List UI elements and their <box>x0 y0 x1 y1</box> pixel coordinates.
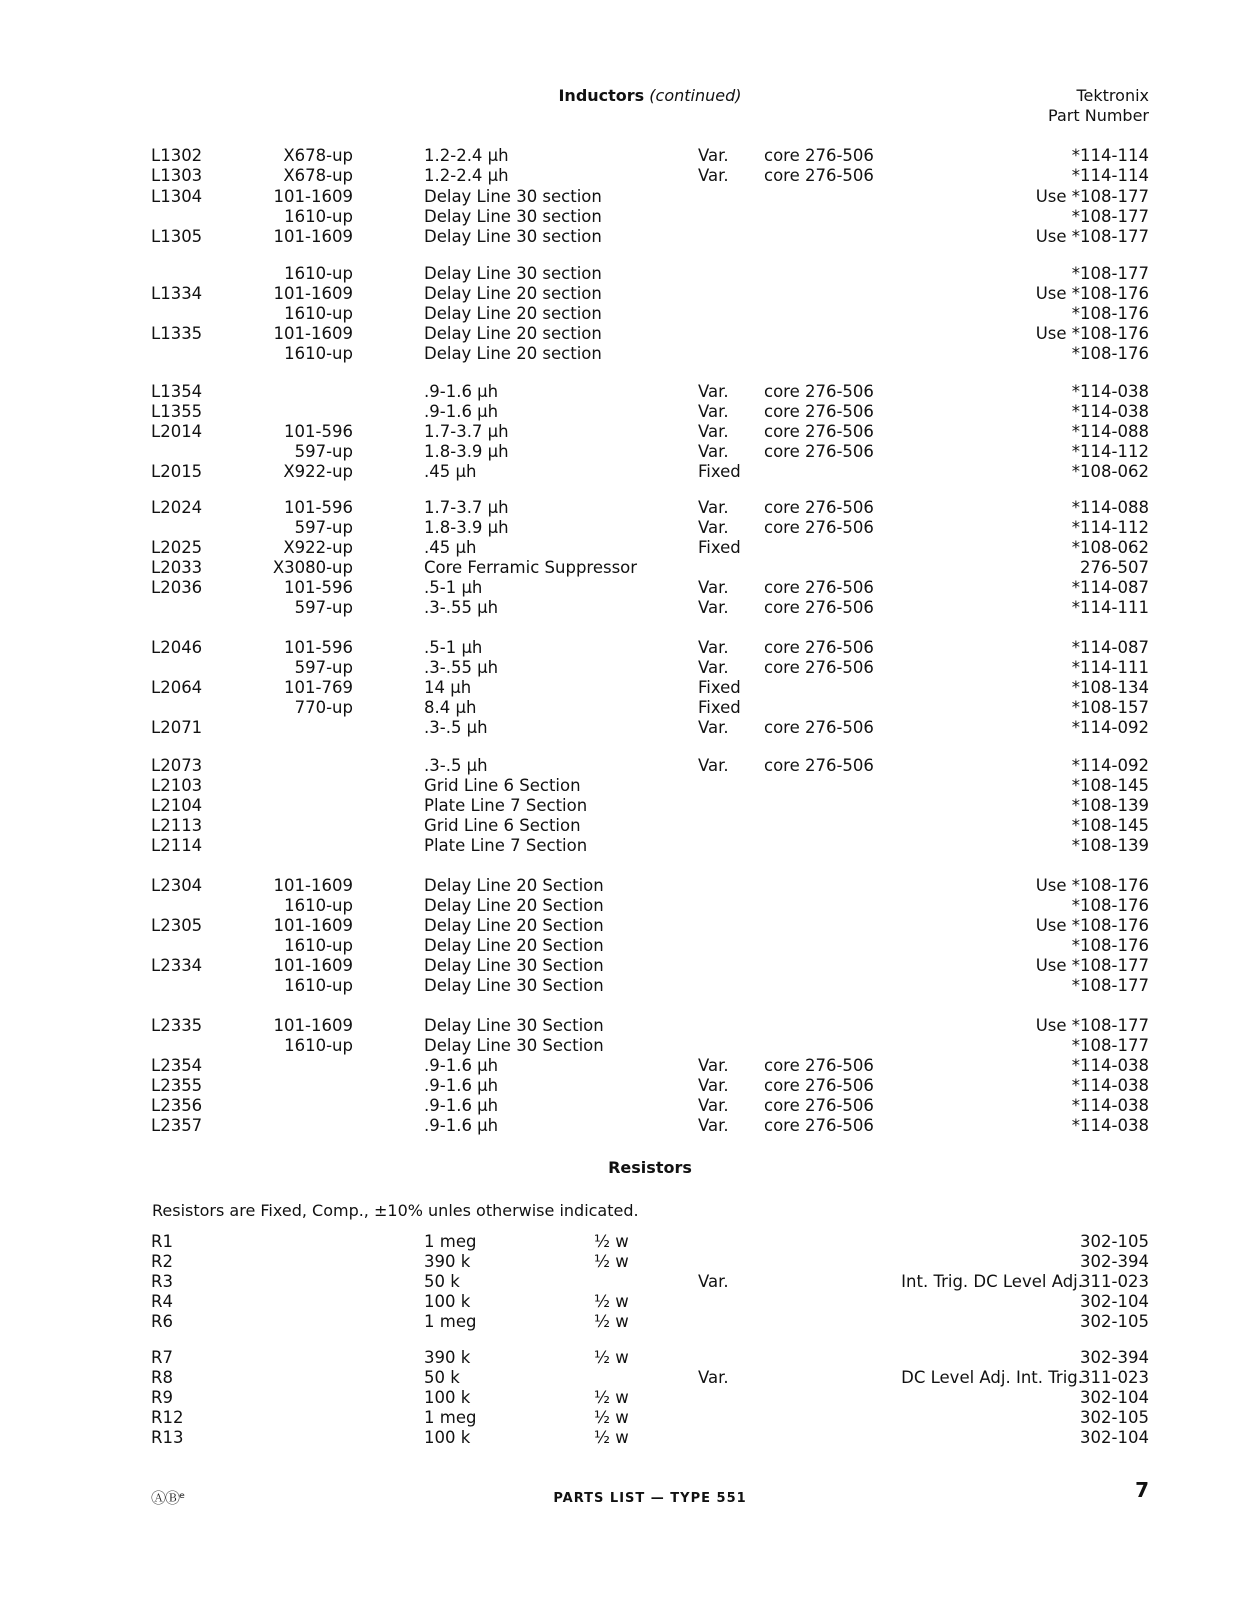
table-row <box>0 1056 1237 1076</box>
part-number: *114-088 <box>1071 422 1149 441</box>
heading-sub: (continued) <box>649 86 742 105</box>
serial-range: 597-up <box>294 518 353 537</box>
table-row <box>0 402 1237 422</box>
table-row <box>0 284 1237 304</box>
inductor-type: Var. <box>698 442 729 461</box>
circuit-number: L2356 <box>151 1096 203 1115</box>
serial-range: 101-1609 <box>273 916 353 935</box>
table-row <box>0 1076 1237 1096</box>
inductor-type: Var. <box>698 718 729 737</box>
table-row <box>0 658 1237 678</box>
serial-range: 770-up <box>294 698 353 717</box>
description: 14 µh <box>424 678 472 697</box>
part-number: 302-105 <box>1080 1232 1149 1251</box>
part-number: *108-176 <box>1071 936 1149 955</box>
table-row <box>0 1428 1237 1448</box>
serial-range: 597-up <box>294 598 353 617</box>
part-number: *114-114 <box>1071 166 1149 185</box>
part-number: *108-145 <box>1071 776 1149 795</box>
description: 1.7-3.7 µh <box>424 422 509 441</box>
description: .9-1.6 µh <box>424 1056 499 1075</box>
circuit-number: R1 <box>151 1232 173 1251</box>
table-row <box>0 836 1237 856</box>
page-number: 7 <box>1135 1478 1149 1502</box>
serial-range: X3080-up <box>272 558 353 577</box>
section-heading-resistors: Resistors <box>608 1158 692 1177</box>
circuit-number: L2073 <box>151 756 203 775</box>
circuit-number: R8 <box>151 1368 173 1387</box>
core-part: core 276-506 <box>764 756 874 775</box>
table-row <box>0 227 1237 247</box>
circuit-number: L1304 <box>151 187 203 206</box>
part-number: *114-038 <box>1071 382 1149 401</box>
description: .3-.55 µh <box>424 658 499 677</box>
description: .5-1 µh <box>424 638 483 657</box>
wattage: ½ w <box>594 1292 629 1311</box>
part-number: *108-176 <box>1071 304 1149 323</box>
core-part: core 276-506 <box>764 382 874 401</box>
part-number: Use *108-176 <box>1035 916 1149 935</box>
core-part: core 276-506 <box>764 518 874 537</box>
table-row <box>0 422 1237 442</box>
table-row <box>0 462 1237 482</box>
description: .9-1.6 µh <box>424 1096 499 1115</box>
table-row <box>0 1272 1237 1292</box>
part-number: *108-176 <box>1071 896 1149 915</box>
core-part: core 276-506 <box>764 498 874 517</box>
wattage: ½ w <box>594 1232 629 1251</box>
description: Delay Line 20 Section <box>424 916 604 935</box>
part-number: *114-111 <box>1071 598 1149 617</box>
part-number: *114-038 <box>1071 1076 1149 1095</box>
inductor-type: Var. <box>698 1056 729 1075</box>
part-number: *114-038 <box>1071 402 1149 421</box>
wattage: ½ w <box>594 1388 629 1407</box>
description: Delay Line 20 section <box>424 324 602 343</box>
core-part: core 276-506 <box>764 422 874 441</box>
inductor-type: Fixed <box>698 462 741 481</box>
core-part: core 276-506 <box>764 166 874 185</box>
inductor-type: Var. <box>698 1076 729 1095</box>
description: 1.2-2.4 µh <box>424 166 509 185</box>
circuit-number: R9 <box>151 1388 173 1407</box>
resistance-value: 390 k <box>424 1348 471 1367</box>
circuit-number: L2104 <box>151 796 203 815</box>
table-row <box>0 1116 1237 1136</box>
table-row <box>0 976 1237 996</box>
part-number: Use *108-177 <box>1035 187 1149 206</box>
part-number: 276-507 <box>1080 558 1149 577</box>
inductor-type: Var. <box>698 1096 729 1115</box>
part-number: 302-104 <box>1080 1428 1149 1447</box>
part-number: *108-177 <box>1071 264 1149 283</box>
serial-range: 1610-up <box>284 344 353 363</box>
circuit-number: R2 <box>151 1252 173 1271</box>
circuit-number: L2114 <box>151 836 203 855</box>
inductor-type: Var. <box>698 166 729 185</box>
table-row <box>0 598 1237 618</box>
table-row <box>0 718 1237 738</box>
table-row <box>0 1096 1237 1116</box>
wattage: ½ w <box>594 1252 629 1271</box>
part-number: *108-176 <box>1071 344 1149 363</box>
circuit-number: L1303 <box>151 166 203 185</box>
description: .9-1.6 µh <box>424 402 499 421</box>
serial-range: 1610-up <box>284 207 353 226</box>
description: Delay Line 30 section <box>424 187 602 206</box>
part-number: *108-134 <box>1071 678 1149 697</box>
core-part: core 276-506 <box>764 402 874 421</box>
serial-range: 101-1609 <box>273 876 353 895</box>
table-row <box>0 1016 1237 1036</box>
resistance-value: 100 k <box>424 1292 471 1311</box>
part-number: 302-105 <box>1080 1312 1149 1331</box>
table-row <box>0 956 1237 976</box>
inductor-type: Var. <box>698 658 729 677</box>
description: .9-1.6 µh <box>424 1116 499 1135</box>
inductor-type: Var. <box>698 598 729 617</box>
footer-title: PARTS LIST — TYPE 551 <box>553 1491 747 1506</box>
resistance-value: 100 k <box>424 1388 471 1407</box>
description: 1.8-3.9 µh <box>424 442 509 461</box>
serial-range: 597-up <box>294 658 353 677</box>
serial-range: 101-1609 <box>273 227 353 246</box>
description: Delay Line 20 section <box>424 344 602 363</box>
table-row <box>0 146 1237 166</box>
table-row <box>0 1388 1237 1408</box>
inductor-type: Fixed <box>698 538 741 557</box>
table-row <box>0 1348 1237 1368</box>
description: Delay Line 30 Section <box>424 1016 604 1035</box>
circuit-number: L2024 <box>151 498 203 517</box>
table-row <box>0 498 1237 518</box>
table-row <box>0 678 1237 698</box>
table-row <box>0 1252 1237 1272</box>
core-part: core 276-506 <box>764 146 874 165</box>
resistance-value: 1 meg <box>424 1408 477 1427</box>
circuit-number: L2354 <box>151 1056 203 1075</box>
part-number: *114-112 <box>1071 518 1149 537</box>
circuit-number: R4 <box>151 1292 173 1311</box>
description: Delay Line 20 Section <box>424 896 604 915</box>
circuit-number: R3 <box>151 1272 173 1291</box>
table-row <box>0 936 1237 956</box>
description: Delay Line 30 Section <box>424 956 604 975</box>
circuit-number: L2304 <box>151 876 203 895</box>
description: .45 µh <box>424 462 477 481</box>
serial-range: 597-up <box>294 442 353 461</box>
circuit-number: L1302 <box>151 146 203 165</box>
part-number: *108-139 <box>1071 836 1149 855</box>
description: Delay Line 20 section <box>424 304 602 323</box>
description: Plate Line 7 Section <box>424 836 588 855</box>
wattage: ½ w <box>594 1348 629 1367</box>
serial-range: 101-596 <box>284 638 353 657</box>
table-row <box>0 1036 1237 1056</box>
table-row <box>0 816 1237 836</box>
wattage: ½ w <box>594 1408 629 1427</box>
serial-range: X678-up <box>283 146 353 165</box>
table-row <box>0 264 1237 284</box>
part-number: *114-087 <box>1071 638 1149 657</box>
core-part: core 276-506 <box>764 1116 874 1135</box>
resistor-type: Var. <box>698 1368 729 1387</box>
table-row <box>0 1232 1237 1252</box>
serial-range: 1610-up <box>284 896 353 915</box>
core-part: core 276-506 <box>764 718 874 737</box>
table-row <box>0 796 1237 816</box>
circuit-number: L2046 <box>151 638 203 657</box>
table-row <box>0 776 1237 796</box>
table-row <box>0 638 1237 658</box>
circuit-number: L1305 <box>151 227 203 246</box>
inductor-type: Var. <box>698 1116 729 1135</box>
circuit-number: L1335 <box>151 324 203 343</box>
circuit-number: R12 <box>151 1408 184 1427</box>
table-row <box>0 166 1237 186</box>
table-row <box>0 698 1237 718</box>
circuit-number: L2036 <box>151 578 203 597</box>
table-row <box>0 518 1237 538</box>
circuit-number: L1334 <box>151 284 203 303</box>
function-label: Int. Trig. DC Level Adj. <box>901 1272 1083 1291</box>
inductor-type: Var. <box>698 498 729 517</box>
part-number: *108-157 <box>1071 698 1149 717</box>
heading-main: Inductors <box>558 86 645 105</box>
description: .9-1.6 µh <box>424 1076 499 1095</box>
core-part: core 276-506 <box>764 1096 874 1115</box>
circuit-number: R6 <box>151 1312 173 1331</box>
description: Delay Line 30 section <box>424 207 602 226</box>
wattage: ½ w <box>594 1428 629 1447</box>
serial-range: 101-596 <box>284 498 353 517</box>
inductor-type: Fixed <box>698 698 741 717</box>
description: 1.8-3.9 µh <box>424 518 509 537</box>
description: .3-.5 µh <box>424 756 488 775</box>
table-row <box>0 382 1237 402</box>
core-part: core 276-506 <box>764 1056 874 1075</box>
table-row <box>0 344 1237 364</box>
circuit-number: L2071 <box>151 718 203 737</box>
description: Delay Line 20 Section <box>424 876 604 895</box>
part-number: Use *108-177 <box>1035 1016 1149 1035</box>
part-number-column-label <box>1048 86 1149 126</box>
circuit-number: L2103 <box>151 776 203 795</box>
circuit-number: L2305 <box>151 916 203 935</box>
serial-range: X922-up <box>283 538 353 557</box>
part-number: Use *108-176 <box>1035 324 1149 343</box>
table-row <box>0 207 1237 227</box>
inductor-type: Var. <box>698 402 729 421</box>
part-number: *108-062 <box>1071 462 1149 481</box>
core-part: core 276-506 <box>764 578 874 597</box>
table-row <box>0 1368 1237 1388</box>
part-number: *114-038 <box>1071 1096 1149 1115</box>
serial-range: 1610-up <box>284 936 353 955</box>
resistor-note: Resistors are Fixed, Comp., ±10% unles otherwise indicated. <box>152 1201 639 1220</box>
description: .3-.55 µh <box>424 598 499 617</box>
resistor-type: Var. <box>698 1272 729 1291</box>
part-number: *108-139 <box>1071 796 1149 815</box>
part-number: *114-092 <box>1071 756 1149 775</box>
part-number: *114-038 <box>1071 1116 1149 1135</box>
serial-range: 101-1609 <box>273 956 353 975</box>
description: Delay Line 20 section <box>424 284 602 303</box>
table-row <box>0 896 1237 916</box>
serial-range: 101-769 <box>284 678 353 697</box>
inductor-type: Fixed <box>698 678 741 697</box>
table-row <box>0 442 1237 462</box>
circuit-number: R7 <box>151 1348 173 1367</box>
table-row <box>0 578 1237 598</box>
part-number: Use *108-176 <box>1035 876 1149 895</box>
part-number: *114-092 <box>1071 718 1149 737</box>
description: Delay Line 30 Section <box>424 1036 604 1055</box>
circuit-number: L2015 <box>151 462 203 481</box>
part-number: *114-111 <box>1071 658 1149 677</box>
part-number: Use *108-176 <box>1035 284 1149 303</box>
circuit-number: L2334 <box>151 956 203 975</box>
table-row <box>0 187 1237 207</box>
inductor-type: Var. <box>698 518 729 537</box>
description: Delay Line 30 section <box>424 227 602 246</box>
table-row <box>0 1408 1237 1428</box>
description: 8.4 µh <box>424 698 477 717</box>
publisher-logo: ⒶⒷᵉ <box>151 1489 185 1507</box>
table-row <box>0 916 1237 936</box>
column-label-line2: Part Number <box>1048 106 1149 125</box>
inductor-type: Var. <box>698 756 729 775</box>
table-row <box>0 756 1237 776</box>
circuit-number: L2335 <box>151 1016 203 1035</box>
serial-range: 101-1609 <box>273 284 353 303</box>
part-number: 302-104 <box>1080 1388 1149 1407</box>
core-part: core 276-506 <box>764 658 874 677</box>
table-row <box>0 538 1237 558</box>
description: .45 µh <box>424 538 477 557</box>
circuit-number: L1354 <box>151 382 203 401</box>
part-number: *114-087 <box>1071 578 1149 597</box>
part-number: *108-177 <box>1071 976 1149 995</box>
circuit-number: L2357 <box>151 1116 203 1135</box>
column-label-line1: Tektronix <box>1076 86 1149 105</box>
part-number: 311-023 <box>1080 1368 1149 1387</box>
resistance-value: 50 k <box>424 1368 460 1387</box>
circuit-number: L2355 <box>151 1076 203 1095</box>
description: Grid Line 6 Section <box>424 776 581 795</box>
part-number: *108-177 <box>1071 1036 1149 1055</box>
resistance-value: 100 k <box>424 1428 471 1447</box>
circuit-number: L2014 <box>151 422 203 441</box>
circuit-number: L2064 <box>151 678 203 697</box>
serial-range: 1610-up <box>284 304 353 323</box>
part-number: Use *108-177 <box>1035 227 1149 246</box>
serial-range: 101-1609 <box>273 1016 353 1035</box>
description: Plate Line 7 Section <box>424 796 588 815</box>
description: .3-.5 µh <box>424 718 488 737</box>
resistance-value: 1 meg <box>424 1232 477 1251</box>
description: Delay Line 30 Section <box>424 976 604 995</box>
table-row <box>0 876 1237 896</box>
part-number: *108-177 <box>1071 207 1149 226</box>
resistance-value: 390 k <box>424 1252 471 1271</box>
description: 1.7-3.7 µh <box>424 498 509 517</box>
table-row <box>0 1292 1237 1312</box>
inductor-type: Var. <box>698 146 729 165</box>
table-row <box>0 1312 1237 1332</box>
part-number: *114-088 <box>1071 498 1149 517</box>
serial-range: 1610-up <box>284 1036 353 1055</box>
part-number: *114-112 <box>1071 442 1149 461</box>
table-row <box>0 558 1237 578</box>
serial-range: X922-up <box>283 462 353 481</box>
part-number: *108-145 <box>1071 816 1149 835</box>
part-number: 302-104 <box>1080 1292 1149 1311</box>
serial-range: 1610-up <box>284 976 353 995</box>
inductor-type: Var. <box>698 382 729 401</box>
circuit-number: L2025 <box>151 538 203 557</box>
serial-range: 1610-up <box>284 264 353 283</box>
description: .9-1.6 µh <box>424 382 499 401</box>
serial-range: 101-596 <box>284 578 353 597</box>
core-part: core 276-506 <box>764 638 874 657</box>
core-part: core 276-506 <box>764 442 874 461</box>
serial-range: X678-up <box>283 166 353 185</box>
resistance-value: 1 meg <box>424 1312 477 1331</box>
description: .5-1 µh <box>424 578 483 597</box>
part-number: 302-394 <box>1080 1252 1149 1271</box>
part-number: Use *108-177 <box>1035 956 1149 975</box>
part-number: *114-038 <box>1071 1056 1149 1075</box>
description: 1.2-2.4 µh <box>424 146 509 165</box>
serial-range: 101-1609 <box>273 187 353 206</box>
part-number: 302-394 <box>1080 1348 1149 1367</box>
part-number: 311-023 <box>1080 1272 1149 1291</box>
resistance-value: 50 k <box>424 1272 460 1291</box>
inductor-type: Var. <box>698 638 729 657</box>
circuit-number: L1355 <box>151 402 203 421</box>
inductor-type: Var. <box>698 578 729 597</box>
part-number: *108-062 <box>1071 538 1149 557</box>
part-number: *114-114 <box>1071 146 1149 165</box>
table-row <box>0 304 1237 324</box>
description: Grid Line 6 Section <box>424 816 581 835</box>
function-label: DC Level Adj. Int. Trig. <box>901 1368 1083 1387</box>
description: Core Ferramic Suppressor <box>424 558 638 577</box>
circuit-number: L2033 <box>151 558 203 577</box>
serial-range: 101-596 <box>284 422 353 441</box>
core-part: core 276-506 <box>764 1076 874 1095</box>
circuit-number: R13 <box>151 1428 184 1447</box>
description: Delay Line 20 Section <box>424 936 604 955</box>
wattage: ½ w <box>594 1312 629 1331</box>
table-row <box>0 324 1237 344</box>
core-part: core 276-506 <box>764 598 874 617</box>
serial-range: 101-1609 <box>273 324 353 343</box>
description: Delay Line 30 section <box>424 264 602 283</box>
circuit-number: L2113 <box>151 816 203 835</box>
part-number: 302-105 <box>1080 1408 1149 1427</box>
inductor-type: Var. <box>698 422 729 441</box>
